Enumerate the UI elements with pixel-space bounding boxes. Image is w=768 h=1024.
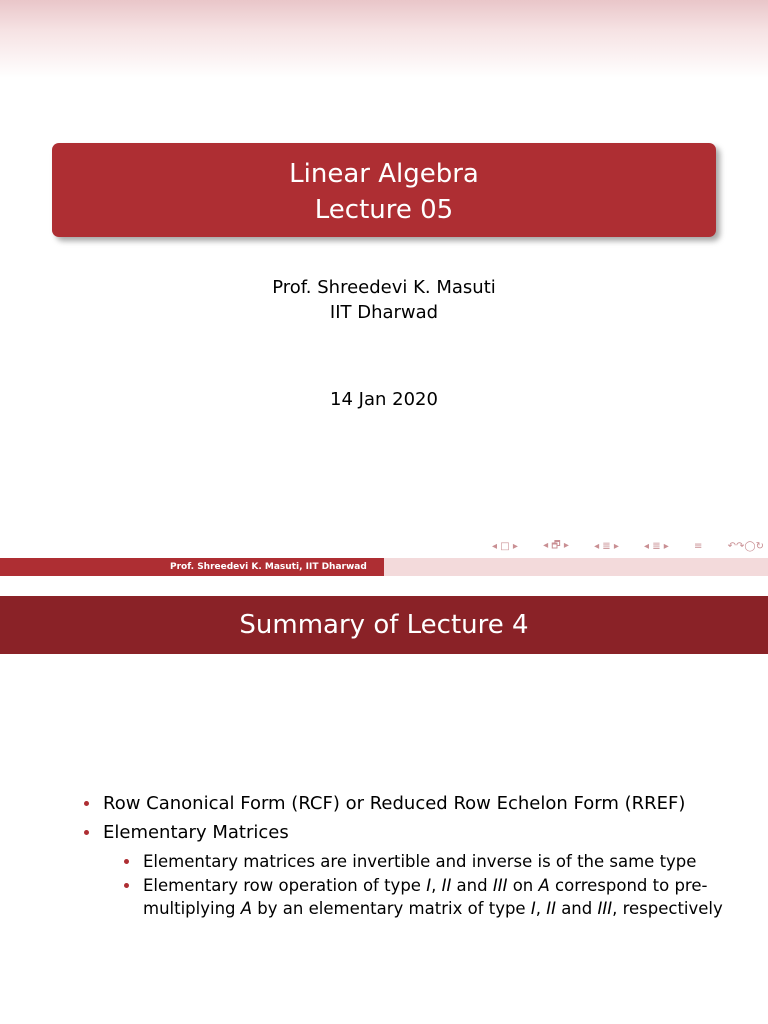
- frame-title: Summary of Lecture 4: [239, 610, 529, 640]
- nav-align-icon[interactable]: ≡: [694, 540, 703, 552]
- presentation-title: Linear Algebra: [289, 159, 479, 189]
- footer-bar: [0, 558, 768, 576]
- beamer-navigation: [492, 539, 764, 553]
- list-item: [84, 821, 744, 920]
- bullet-icon: [124, 883, 129, 888]
- list-item-text: Row Canonical Form (RCF) or Reduced Row Echelon Form (RREF): [103, 793, 686, 814]
- presentation-date: 14 Jan 2020: [330, 389, 438, 410]
- bullet-icon: [124, 859, 129, 864]
- nav-back-search-icon[interactable]: ↶↷◯↻: [727, 540, 764, 552]
- nav-subsection-icon[interactable]: ◂ ≣ ▸: [594, 540, 619, 552]
- frame-title-bar: [0, 596, 768, 654]
- sub-list-item: [124, 850, 744, 873]
- sub-list: [124, 850, 744, 920]
- sub-list-item-text: Elementary row operation of type I, II and III on A correspond to pre-multiplying A by an elementary matrix of type I, II and III, respectively: [143, 876, 723, 918]
- header-gap: [0, 576, 768, 596]
- sub-list-item-text: Elementary matrices are invertible and inverse is of the same type: [143, 852, 697, 871]
- nav-section-icon[interactable]: ◂ ≣ ▸: [644, 540, 669, 552]
- nav-frame-icon[interactable]: ◂ 🗗 ▸: [543, 539, 569, 551]
- sub-list-item: [124, 874, 744, 920]
- list-item-text: Elementary Matrices: [103, 822, 289, 843]
- summary-slide: [0, 576, 768, 1024]
- title-box: [52, 143, 716, 237]
- header-gradient: [0, 0, 768, 78]
- list-item: [84, 792, 744, 815]
- footer-author: Prof. Shreedevi K. Masuti, IIT Dharwad: [170, 562, 367, 572]
- bullet-icon: [84, 801, 89, 806]
- bullet-list: [84, 792, 744, 926]
- footer-author-block: [0, 558, 384, 576]
- institute-name: IIT Dharwad: [329, 302, 439, 323]
- nav-slide-icon[interactable]: ◂ □ ▸: [492, 540, 518, 552]
- bullet-icon: [84, 830, 89, 835]
- presentation-subtitle: Lecture 05: [314, 195, 454, 225]
- author-name: Prof. Shreedevi K. Masuti: [272, 277, 496, 298]
